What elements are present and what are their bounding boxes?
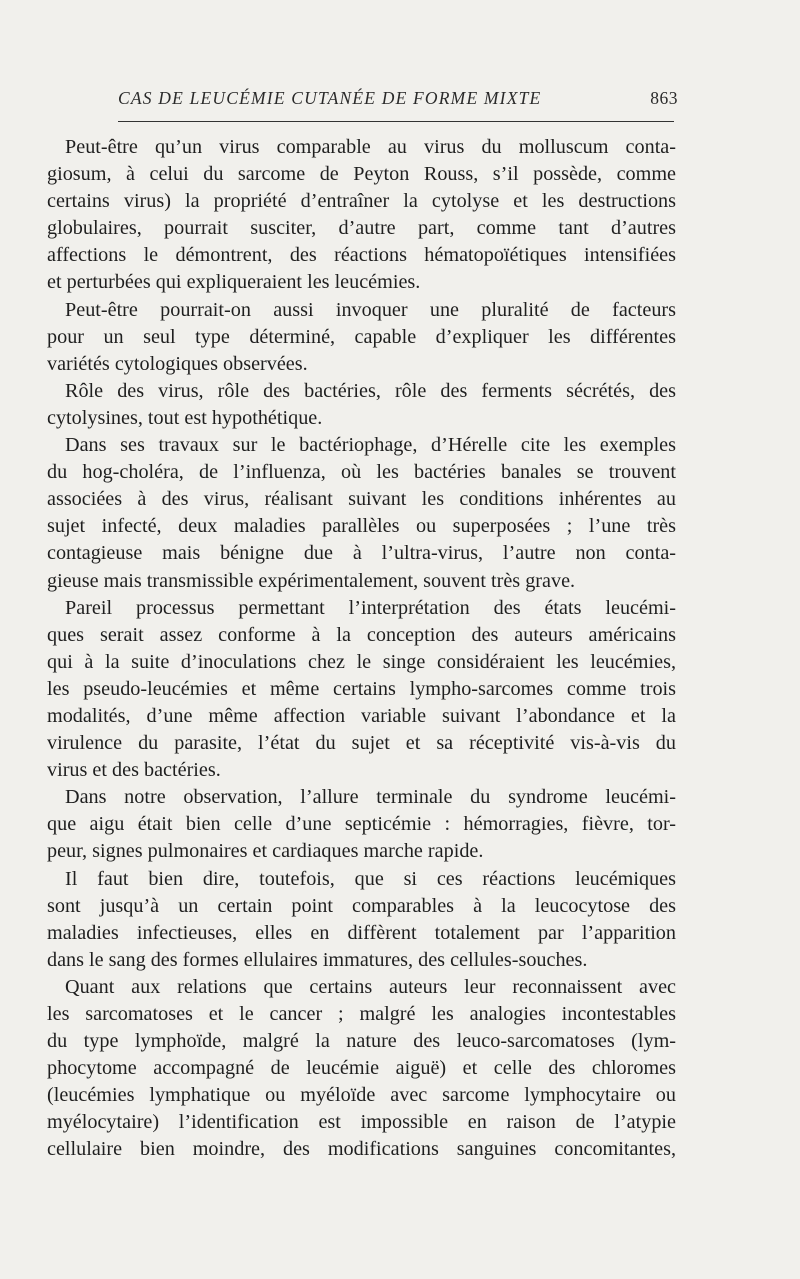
text-line: Dans ses travaux sur le bactériophage, d’Hérelle cite les exemples — [65, 434, 676, 457]
text-line: Rôle des virus, rôle des bactéries, rôle des ferments sécrétés, des — [65, 379, 676, 402]
paragraph — [47, 974, 676, 1164]
text-line: giosum, à celui du sarcome de Peyton Rouss, s’il possède, comme — [47, 163, 676, 186]
page-number: 863 — [650, 88, 678, 108]
text-line: certains virus) la propriété d’entraîner la cytolyse et les destructions — [47, 190, 676, 213]
text-line: sujet infecté, deux maladies parallèles ou superposées ; l’une très — [47, 515, 676, 538]
text-line: Peut-être pourrait-on aussi invoquer une pluralité de facteurs — [65, 298, 676, 321]
text-line: variétés cytologiques observées. — [47, 352, 308, 375]
body-text — [47, 134, 676, 1164]
paragraph — [47, 866, 676, 974]
text-line: Quant aux relations que certains auteurs leur reconnaissent avec — [65, 975, 676, 998]
paragraph — [47, 297, 676, 378]
paragraph — [47, 378, 676, 432]
text-line: gieuse mais transmissible expérimentalement, souvent très grave. — [47, 569, 576, 592]
running-title: CAS DE LEUCÉMIE CUTANÉE DE FORME MIXTE — [118, 88, 542, 108]
running-head — [118, 88, 678, 114]
text-line: phocytome accompagné de leucémie aiguë) et celle des chloromes — [47, 1057, 676, 1080]
text-line: myélocytaire) l’identification est impossible en raison de l’atypie — [47, 1111, 676, 1134]
text-line: (leucémies lymphatique ou myéloïde avec sarcome lymphocytaire ou — [47, 1084, 676, 1107]
paragraph — [47, 134, 676, 297]
text-line: cytolysines, tout est hypothétique. — [47, 406, 323, 429]
text-line: ques serait assez conforme à la conception des auteurs américains — [47, 623, 676, 646]
text-line: contagieuse mais bénigne due à l’ultra-virus, l’autre non conta- — [47, 542, 676, 565]
text-line: sont jusqu’à un certain point comparables à la leucocytose des — [47, 894, 676, 917]
text-line: Dans notre observation, l’allure terminale du syndrome leucémi- — [65, 786, 676, 809]
text-line: Peut-être qu’un virus comparable au virus du molluscum conta- — [65, 136, 676, 158]
text-line: qui à la suite d’inoculations chez le singe considéraient les leucémies, — [47, 650, 676, 673]
text-line: cellulaire bien moindre, des modifications sanguines concomitantes, — [47, 1138, 676, 1161]
text-line: les sarcomatoses et le cancer ; malgré les analogies incontestables — [47, 1003, 676, 1025]
text-line: Pareil processus permettant l’interprétation des états leucémi- — [65, 596, 676, 619]
paragraph — [47, 595, 676, 785]
header-rule — [118, 121, 674, 122]
text-line: virulence du parasite, l’état du sujet et sa réceptivité vis-à-vis du — [47, 732, 676, 755]
text-line: les pseudo-leucémies et même certains lympho-sarcomes comme trois — [47, 677, 676, 700]
text-line: modalités, d’une même affection variable suivant l’abondance et la — [47, 704, 676, 727]
text-line: globulaires, pourrait susciter, d’autre part, comme tant d’autres — [47, 217, 676, 240]
text-line: du type lymphoïde, malgré la nature des leuco-sarcomatoses (lym- — [47, 1030, 676, 1053]
text-line: et perturbées qui expliqueraient les leucémies. — [47, 271, 421, 294]
text-line: du hog-choléra, de l’influenza, où les bactéries banales se trouvent — [47, 461, 676, 484]
text-line: Il faut bien dire, toutefois, que si ces réactions leucémiques — [65, 867, 676, 890]
text-line: affections le démontrent, des réactions hématopoïétiques intensifiées — [47, 244, 676, 267]
text-line: peur, signes pulmonaires et cardiaques marche rapide. — [47, 840, 484, 863]
paragraph — [47, 432, 676, 595]
text-line: dans le sang des formes ellulaires immatures, des cellules-souches. — [47, 948, 588, 971]
text-line: pour un seul type déterminé, capable d’expliquer les différentes — [47, 325, 676, 348]
paragraph — [47, 784, 676, 865]
text-line: maladies infectieuses, elles en diffèrent totalement par l’apparition — [47, 921, 676, 944]
text-line: que aigu était bien celle d’une septicémie : hémorragies, fièvre, tor- — [47, 813, 676, 836]
text-line: virus et des bactéries. — [47, 759, 221, 782]
text-line: associées à des virus, réalisant suivant les conditions inhérentes au — [47, 488, 676, 511]
